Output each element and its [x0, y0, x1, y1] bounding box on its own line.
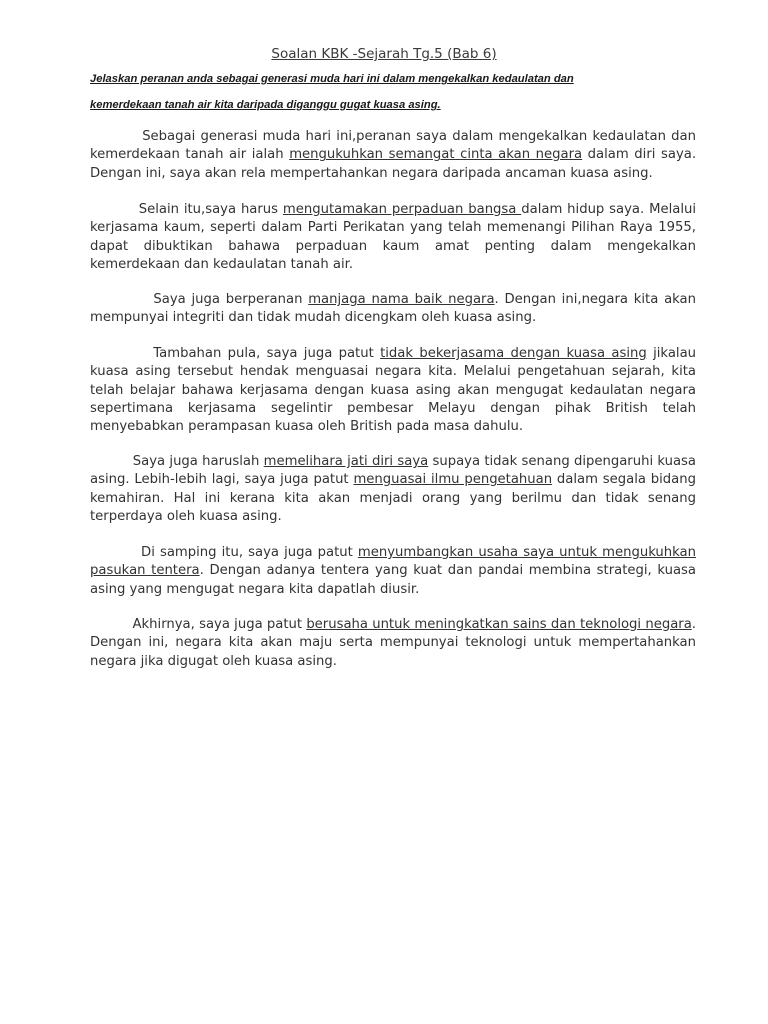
underlined-point: berusaha untuk meningkatkan sains dan teknologi negara: [306, 617, 692, 632]
paragraph-text: Sebagai generasi muda hari ini,peranan saya dalam mengekalkan kedaulatan dan kemerdekaan tanah air ialah: [90, 129, 696, 163]
paragraph-text: Di samping itu, saya juga patut: [90, 545, 358, 560]
paragraph-text: dalam diri saya. Dengan ini, saya akan rela mempertahankan negara daripada ancaman kuasa asing.: [90, 147, 697, 181]
answer-paragraph-3: [90, 291, 696, 328]
underlined-point: menguasai ilmu pengetahuan: [353, 472, 553, 488]
answer-paragraph-1: [90, 128, 696, 183]
paragraph-text: . Dengan ini, negara kita akan maju serta mempunyai teknologi untuk mempertahankan negara jika digugat oleh kuasa asing.: [90, 617, 696, 669]
paragraph-text: Tambahan pula, saya juga patut: [90, 346, 381, 361]
answer-paragraph-5: [90, 453, 696, 526]
answer-paragraph-6: [90, 544, 696, 599]
paragraph-text: jikalau kuasa asing tersebut hendak menguasai negara kita. Melalui pengetahuan sejarah, kita telah belajar bahawa kerjasama dengan kuasa asing akan mengugat kedaulatan negara sepertimana kerjasama segelintir pembesar Melayu dengan pihak British telah menyebabkan perampasan kuasa oleh British pada masa dahulu.: [90, 346, 697, 435]
underlined-point: memelihara jati diri saya: [263, 454, 429, 469]
paragraph-text: Saya juga berperanan: [90, 292, 309, 307]
underlined-point: tidak bekerjasama dengan kuasa asing: [380, 346, 647, 361]
paragraph-text: dalam segala bidang kemahiran. Hal ini kerana kita akan menjadi orang yang berilmu dan tidak senang terperdaya oleh kuasa asing.: [90, 472, 696, 524]
answer-paragraph-2: [90, 201, 696, 274]
answer-paragraph-4: [90, 345, 696, 436]
paragraph-text: supaya tidak senang dipengaruhi kuasa asing. Lebih-lebih lagi, saya juga patut: [90, 454, 697, 488]
paragraph-text: Saya juga haruslah: [90, 454, 264, 469]
document-title: Soalan KBK -Sejarah Tg.5 (Bab 6): [271, 46, 497, 62]
paragraph-text: Akhirnya, saya juga patut: [90, 617, 307, 632]
question-line-1: Jelaskan peranan anda sebagai generasi muda hari ini dalam mengekalkan kedaulatan dan: [90, 73, 574, 85]
answer-paragraph-7: [90, 616, 696, 671]
paragraph-text: dalam hidup saya. Melalui kerjasama kaum, seperti dalam Parti Perikatan yang telah memenangi Pilihan Raya 1955, dapat dibuktikan bahawa perpaduan kaum amat penting dalam mengekalkan kemerdekaan dan kedaulatan tanah air.: [90, 202, 696, 272]
paragraph-text: . Dengan adanya tentera yang kuat dan pandai membina strategi, kuasa asing yang mengugat negara kita dapatlah diusir.: [90, 563, 697, 597]
question-line-2: kemerdekaan tanah air kita daripada diganggu gugat kuasa asing.: [90, 99, 441, 111]
paragraph-text: . Dengan ini,negara kita akan mempunyai integriti dan tidak mudah dicengkam oleh kuasa asing.: [90, 292, 696, 326]
underlined-point: menyumbangkan usaha saya untuk mengukuhkan pasukan tentera: [90, 545, 696, 579]
underlined-point: manjaga nama baik negara: [308, 292, 495, 307]
underlined-point: mengukuhkan semangat cinta akan negara: [289, 147, 583, 163]
paragraph-text: Selain itu,saya harus: [90, 202, 283, 217]
underlined-point: mengutamakan perpaduan bangsa: [282, 202, 522, 217]
